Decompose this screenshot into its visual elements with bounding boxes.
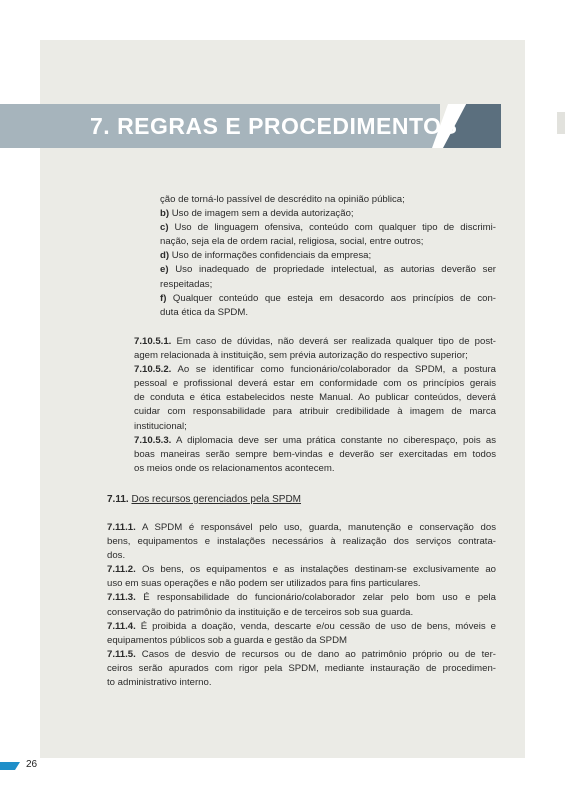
list-block xyxy=(160,193,496,320)
text-line xyxy=(107,591,496,605)
text-line xyxy=(107,606,496,620)
item-marker: 7.11.2. xyxy=(107,564,136,576)
line-text: Uso de informações confidenciais da empresa; xyxy=(169,250,372,262)
section-title: Dos recursos gerenciados pela SPDM xyxy=(131,494,302,505)
line-text: agem relacionada à instituição, sem prévia autorização do respectivo superior; xyxy=(134,350,468,362)
line-text: duta ética da SPDM. xyxy=(160,306,248,318)
text-line xyxy=(160,207,496,221)
line-text: cuidar com responsabilidade para atribuir credibilidade à imagem de marca xyxy=(134,406,496,418)
text-line xyxy=(107,662,496,676)
text-line xyxy=(160,278,496,292)
text-line xyxy=(134,391,496,405)
item-marker: b) xyxy=(160,208,170,220)
line-text: equipamentos públicos sob a guarda e gestão da SPDM xyxy=(107,634,347,646)
line-text: nação, seja ela de ordem racial, religiosa, social, entre outros; xyxy=(160,236,424,248)
text-line xyxy=(107,648,496,662)
line-text: institucional; xyxy=(134,420,187,432)
item-marker: 7.11.4. xyxy=(107,620,136,632)
section-number: 7.11. xyxy=(107,494,129,505)
text-line xyxy=(134,335,496,349)
text-line xyxy=(160,292,496,306)
line-text: Qualquer conteúdo que esteja em desacordo aos princípios de con- xyxy=(166,292,496,304)
line-text: Uso de imagem sem a devida autorização; xyxy=(169,208,354,220)
line-text: dos. xyxy=(107,550,126,562)
item-marker: d) xyxy=(160,250,170,262)
rules-block-7-11 xyxy=(107,521,496,690)
line-text: respeitadas; xyxy=(160,278,213,290)
line-text: ceiros serão apurados com rigor pela SPDM, mediante instauração de procedimen- xyxy=(107,662,496,674)
text-line xyxy=(107,563,496,577)
rules-block-7-10-5 xyxy=(134,335,496,476)
text-line xyxy=(107,521,496,535)
line-text: ção de torná-lo passível de descrédito na opinião pública; xyxy=(160,194,405,205)
section-heading-7-11 xyxy=(107,493,301,507)
line-text: de conduta e ética estabelecidos neste Manual. Ao publicar conteúdos, deverá xyxy=(134,392,496,404)
item-marker: c) xyxy=(160,222,169,234)
text-line xyxy=(107,676,496,690)
text-line xyxy=(160,235,496,249)
line-text: Ao se identificar como funcionário/colaborador da SPDM, a postura xyxy=(171,364,496,376)
item-marker: 7.10.5.1. xyxy=(134,336,172,347)
text-line xyxy=(107,634,496,648)
line-text: A diplomacia deve ser uma prática constante no ciberespaço, pois as xyxy=(171,434,496,446)
line-text: bens, equipamentos e instalações necessários à realização dos serviços contrata- xyxy=(107,536,496,548)
line-text: uso em suas operações e não podem ser utilizados para fins particulares. xyxy=(107,578,421,590)
text-line xyxy=(160,193,496,207)
text-line xyxy=(134,448,496,462)
item-marker: f) xyxy=(160,292,167,304)
line-text: conservação do patrimônio da instituição e de terceiros sob sua guarda. xyxy=(107,606,414,618)
item-marker: 7.11.3. xyxy=(107,592,136,604)
text-line xyxy=(107,549,496,563)
text-line xyxy=(107,535,496,549)
text-line xyxy=(107,577,496,591)
text-line xyxy=(134,434,496,448)
text-line xyxy=(160,249,496,263)
line-text: Em caso de dúvidas, não deverá ser realizada qualquer tipo de post- xyxy=(171,336,496,347)
item-marker: 7.10.5.3. xyxy=(134,434,172,446)
text-line xyxy=(134,377,496,391)
page-title: 7. REGRAS E PROCEDIMENTOS xyxy=(90,113,458,139)
text-line xyxy=(134,462,496,476)
line-text: pessoal e profissional deverá estar em conformidade com os princípios gerais xyxy=(134,378,496,390)
line-text: Uso inadequado de propriedade intelectual, as autorias deverão ser xyxy=(168,264,496,276)
text-line xyxy=(134,363,496,377)
text-line xyxy=(160,221,496,235)
text-line xyxy=(107,620,496,634)
line-text: Casos de desvio de recursos ou de dano ao patrimônio próprio ou de ter- xyxy=(135,648,496,660)
text-line xyxy=(134,349,496,363)
text-line xyxy=(160,306,496,320)
item-marker: e) xyxy=(160,264,169,276)
line-text: É proibida a doação, venda, descarte e/ou cessão de uso de bens, móveis e xyxy=(135,620,496,632)
line-text: boas maneiras serão sempre bem-vindas e deverão ser exercitadas em todos xyxy=(134,448,496,460)
item-marker: 7.11.5. xyxy=(107,648,136,660)
item-marker: 7.10.5.2. xyxy=(134,364,172,376)
line-text: to administrativo interno. xyxy=(107,677,212,689)
line-text: A SPDM é responsável pelo uso, guarda, manutenção e conservação dos xyxy=(135,522,496,533)
line-text: os meios onde os relacionamentos acontecem. xyxy=(134,462,335,474)
text-line xyxy=(134,420,496,434)
text-line xyxy=(134,405,496,419)
line-text: Uso de linguagem ofensiva, conteúdo com qualquer tipo de discrimi- xyxy=(168,222,496,234)
page-number: 26 xyxy=(26,759,38,770)
line-text: É responsabilidade do funcionário/colaborador zelar pelo bom uso e pela xyxy=(135,592,496,604)
item-marker: 7.11.1. xyxy=(107,522,136,533)
line-text: Os bens, os equipamentos e as instalações destinam-se exclusivamente ao xyxy=(135,564,496,576)
text-line xyxy=(160,263,496,277)
